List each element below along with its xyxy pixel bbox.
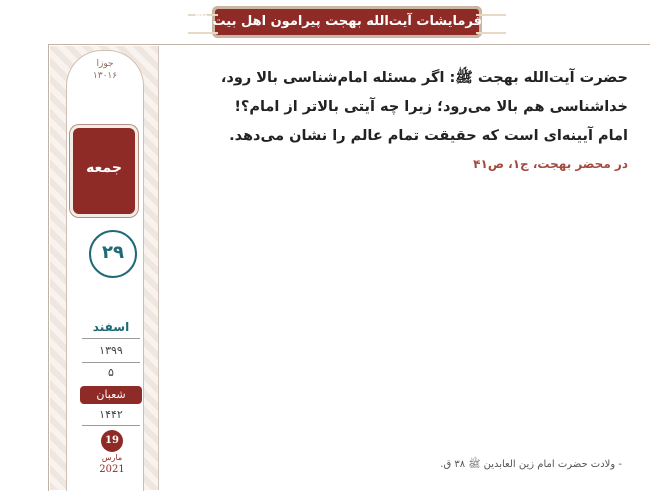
day-number-circle: [89, 230, 137, 278]
quote-section: [168, 64, 628, 171]
footnotes: [300, 458, 622, 472]
hijri-day: ۵: [108, 366, 114, 379]
gregorian-year: 2021: [99, 464, 125, 475]
weekday-badge: [73, 128, 135, 214]
quote-source: در محضر بهجت، ج۱، ص۴۱: [473, 157, 628, 171]
hijri-month: شعبان: [80, 386, 142, 404]
quote-line: خداشناسی هم بالا می‌رود؛ زیرا چه آیتی بالاتر از امام؟!: [234, 99, 628, 115]
day-number: ۲۹: [102, 242, 124, 263]
gregorian-day: 19: [101, 430, 123, 452]
gregorian-month: مارس: [101, 453, 123, 462]
quote-line: امام آیینه‌ای است که حقیقت تمام عالم را نشان می‌دهد.: [229, 128, 628, 144]
jowza-label: جوزا: [96, 59, 114, 69]
persian-month: اسفند: [92, 320, 130, 334]
divider: [82, 338, 140, 339]
hijri-year: ۱۴۴۲: [99, 408, 123, 421]
footnote-line: - ولادت حضرت امام زین العابدین ﷺ ۳۸ ق.: [440, 459, 622, 470]
divider: [82, 425, 140, 426]
header-banner: [192, 6, 482, 38]
divider: [82, 362, 140, 363]
header-title: فرمایشات آیت‌الله بهجت پیرامون اهل بیت ﷺ: [192, 14, 482, 29]
quote-line: حضرت آیت‌الله بهجت ﷺ: اگر مسئله امام‌شناسی بالا رود،: [220, 70, 628, 86]
persian-year: ۱۳۹۹: [99, 344, 123, 357]
jowza-date: [86, 58, 124, 102]
quote-text: [168, 64, 628, 151]
jowza-number: ۱۳۰۱۶: [92, 71, 118, 81]
weekday-name: جمعه: [86, 160, 122, 176]
